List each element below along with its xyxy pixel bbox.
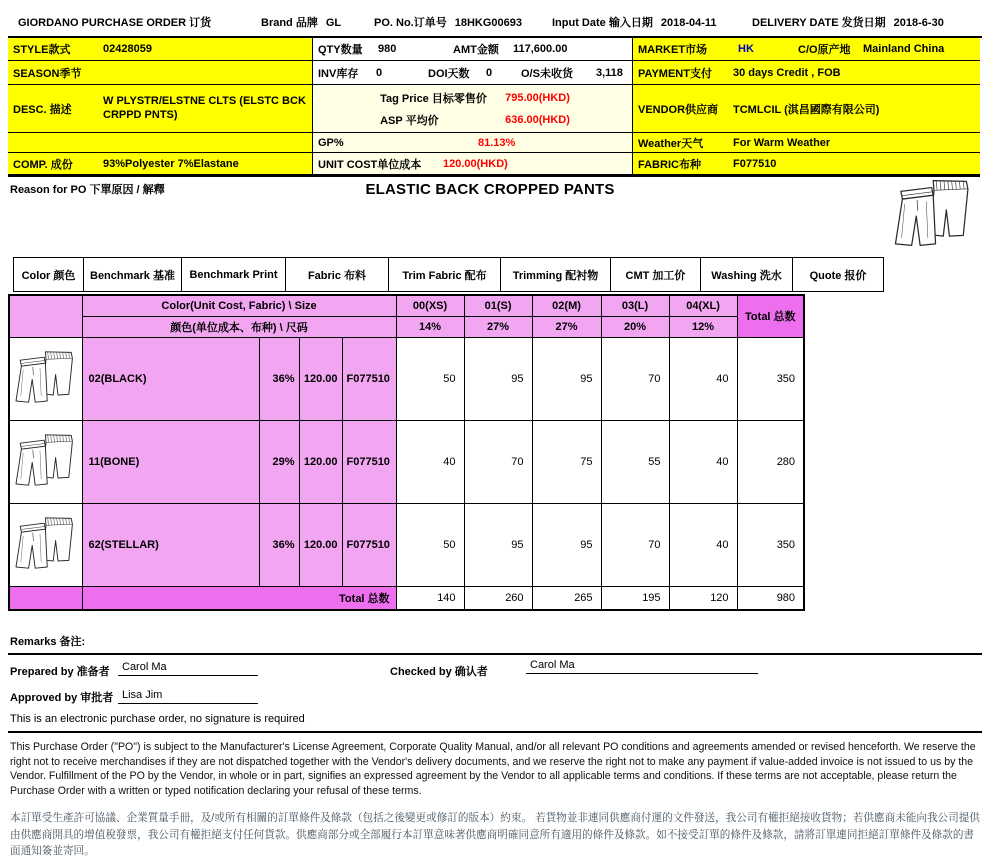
qty-xl: 40 — [669, 420, 737, 503]
product-title: ELASTIC BACK CROPPED PANTS — [365, 181, 615, 198]
payment-cell — [633, 61, 980, 85]
input-date-label: Input Date 输入日期 — [552, 17, 653, 29]
inv-value: 0 — [376, 66, 383, 79]
prepared-by-label: Prepared by 准备者 — [10, 666, 110, 678]
asp-label: ASP 平均价 — [380, 114, 439, 127]
tagprice-asp-cell — [313, 85, 633, 133]
outstanding-value: 3,118 — [596, 66, 623, 79]
ratio-s: 27% — [464, 316, 532, 337]
brand-value: GL — [325, 17, 342, 29]
style-cell — [8, 38, 313, 61]
season-cell — [8, 61, 313, 85]
row-total: 350 — [737, 337, 804, 420]
benchmark-header-table — [13, 257, 884, 292]
terms-chinese: 本訂單受生產許可協議、企業質量手冊，及/或所有相關的訂單條件及條款（包括之後變更或修訂的版本）約束。 若貨物並非連同供應商付運的文件發送，我公司有權拒絕接收貨物；若供應商未能向我公司提供由供應商開具的增值稅發票，我公司有權拒絕支付任何貨款。供應商部分或全部履行本訂單意味著供應商明確同意所有適用的條件及條款。如不接受訂單的條件及條款，請將訂單連同拒絕訂單條件及條款的書面通知簽並寄回。 — [10, 812, 980, 858]
po-number-field — [374, 14, 552, 30]
pants-thumbnail — [9, 420, 82, 503]
brand-label: Brand 品牌 — [261, 17, 318, 29]
unit-cost-value: 120.00(HKD) — [443, 157, 508, 170]
qty-xs: 50 — [396, 337, 464, 420]
po-number-value: 18HKG00693 — [454, 17, 523, 29]
bench-col-quote: Quote 报价 — [793, 258, 884, 292]
qty-l: 70 — [601, 503, 669, 586]
bench-col-washing: Washing 洗水 — [701, 258, 793, 292]
vendor-cell — [633, 85, 980, 133]
doi-label: DOI天数 — [428, 67, 470, 80]
ratio-xs: 14% — [396, 316, 464, 337]
payment-label: PAYMENT支付 — [638, 67, 712, 80]
amt-value: 117,600.00 — [513, 43, 568, 55]
color-ratio: 36% — [259, 337, 299, 420]
composition-label: COMP. 成份 — [13, 158, 73, 171]
qty-xl: 40 — [669, 503, 737, 586]
pants-sketch-icon — [13, 505, 79, 581]
tag-price-label: Tag Price 目标零售价 — [380, 92, 487, 105]
color-ratio: 36% — [259, 503, 299, 586]
qty-xl: 40 — [669, 337, 737, 420]
color-unit-cost: 120.00 — [299, 420, 342, 503]
composition-cell — [8, 153, 313, 175]
total-xl: 120 — [669, 586, 737, 610]
checked-by-value: Carol Ma — [526, 659, 758, 674]
fabric-cell — [633, 153, 980, 175]
qty-l: 70 — [601, 337, 669, 420]
description-label: DESC. 描述 — [13, 103, 72, 116]
size-table-corner-empty — [9, 295, 82, 337]
qty-s: 95 — [464, 337, 532, 420]
color-name: 11(BONE) — [82, 420, 259, 503]
inventory-cell — [313, 61, 633, 85]
color-name: 62(STELLAR) — [82, 503, 259, 586]
qty-amt-cell — [313, 38, 633, 61]
color-row-bone — [9, 420, 804, 503]
color-name: 02(BLACK) — [82, 337, 259, 420]
row-total: 350 — [737, 503, 804, 586]
color-unit-cost: 120.00 — [299, 503, 342, 586]
market-label: MARKET市场 — [638, 44, 708, 56]
tag-price-value: 795.00(HKD) — [505, 91, 570, 104]
ratio-xl: 12% — [669, 316, 737, 337]
color-row-stellar — [9, 503, 804, 586]
weather-value: For Warm Weather — [733, 136, 831, 149]
total-xs: 140 — [396, 586, 464, 610]
checked-by-label: Checked by 确认者 — [390, 666, 488, 678]
qty-l: 55 — [601, 420, 669, 503]
delivery-date-value: 2018-6-30 — [893, 17, 944, 29]
doi-value: 0 — [486, 66, 493, 79]
electronic-po-note: This is an electronic purchase order, no signature is required — [10, 713, 305, 725]
color-unit-cost: 120.00 — [299, 337, 342, 420]
qty-s: 95 — [464, 503, 532, 586]
color-ratio: 29% — [259, 420, 299, 503]
approved-row — [8, 687, 982, 711]
color-row-black — [9, 337, 804, 420]
size-header-s: 01(S) — [464, 295, 532, 316]
fabric-label: FABRIC布种 — [638, 158, 701, 171]
brand-field — [261, 14, 374, 30]
qty-value: 980 — [378, 43, 397, 55]
size-table-corner-zh: 颜色(单位成本、布种) \ 尺码 — [82, 316, 396, 337]
unit-cost-cell — [313, 153, 633, 175]
pants-sketch-icon — [13, 339, 79, 415]
market-cell — [633, 38, 980, 61]
unit-cost-label: UNIT COST单位成本 — [318, 158, 422, 171]
asp-value: 636.00(HKD) — [505, 113, 570, 126]
divider — [8, 653, 982, 655]
prepared-by-value: Carol Ma — [118, 661, 258, 676]
po-title: GIORDANO PURCHASE ORDER 订货 — [18, 17, 212, 29]
amt-label: AMT金额 — [453, 44, 499, 56]
delivery-date-field — [752, 14, 944, 30]
totals-label: Total 总数 — [82, 586, 396, 610]
size-header-xs: 00(XS) — [396, 295, 464, 316]
outstanding-label: O/S未收货 — [521, 67, 573, 80]
size-header-xl: 04(XL) — [669, 295, 737, 316]
reason-for-po-label: Reason for PO 下單原因 / 解釋 — [10, 184, 165, 196]
composition-value: 93%Polyester 7%Elastane — [103, 157, 239, 170]
gp-label: GP% — [318, 136, 344, 149]
row-total: 280 — [737, 420, 804, 503]
ratio-l: 20% — [601, 316, 669, 337]
input-date-field — [552, 14, 752, 30]
size-table-corner-en: Color(Unit Cost, Fabric) \ Size — [82, 295, 396, 316]
color-fabric: F077510 — [342, 420, 396, 503]
qty-label: QTY数量 — [318, 44, 363, 56]
style-value: 02428059 — [103, 43, 152, 55]
size-quantity-table — [8, 294, 805, 611]
po-number-label: PO. No.订单号 — [374, 17, 447, 29]
total-header: Total 总数 — [737, 295, 804, 337]
bench-col-trim: Trim Fabric 配布 — [389, 258, 501, 292]
delivery-date-label: DELIVERY DATE 发货日期 — [752, 17, 886, 29]
style-label: STYLE款式 — [13, 44, 71, 56]
ratio-m: 27% — [532, 316, 601, 337]
weather-cell — [633, 133, 980, 153]
approved-by-label: Approved by 审批者 — [10, 692, 114, 704]
qty-s: 70 — [464, 420, 532, 503]
remarks-title: Remarks 备注: — [10, 636, 86, 648]
pants-thumbnail — [9, 503, 82, 586]
input-date-value: 2018-04-11 — [660, 17, 717, 29]
fabric-value: F077510 — [733, 157, 777, 170]
qty-m: 75 — [532, 420, 601, 503]
gp-value: 81.13% — [478, 136, 516, 149]
pants-thumbnail — [9, 337, 82, 420]
description-cell — [8, 85, 313, 133]
vendor-label: VENDOR供应商 — [638, 103, 719, 116]
qty-xs: 40 — [396, 420, 464, 503]
terms-english: This Purchase Order ("PO") is subject to the Manufacturer's License Agreement, Corporate Quality Manual, and/or all relevant PO conditions and agreements amended or revised henceforth. We reserve the right not to receive merchandises if they are not dispatched together with the Vendor's delivery documents, and we reserve the right not to make any payment if value-added invoice is not issued to us by the Vendor. Fulfillment of the PO by the Vendor, in whole or in part, signifies an expressed agreement by the Vendor to all applicable terms and conditions. If these terms are not acceptable, please return the Purchase Order with a written or typed notification declaring your refusal of these terms. — [10, 741, 976, 797]
document-header — [8, 0, 982, 38]
total-s: 260 — [464, 586, 532, 610]
spec-grid — [8, 38, 980, 177]
prepared-checked-row — [8, 659, 982, 683]
pants-sketch-icon — [13, 422, 79, 498]
inv-label: INV库存 — [318, 67, 359, 80]
bench-col-print: Benchmark Print — [182, 258, 286, 292]
bench-col-fabric: Fabric 布料 — [286, 258, 389, 292]
qty-m: 95 — [532, 337, 601, 420]
grand-total: 980 — [737, 586, 804, 610]
vendor-value: TCMLCIL (淇昌國際有限公司) — [733, 103, 880, 116]
season-label: SEASON季节 — [13, 67, 82, 80]
reason-row — [10, 181, 982, 207]
bench-col-color: Color 颜色 — [14, 258, 84, 292]
color-fabric: F077510 — [342, 503, 396, 586]
market-value: HK — [738, 43, 754, 55]
divider — [8, 731, 982, 733]
bench-col-trimming: Trimming 配衬物 — [501, 258, 611, 292]
total-l: 195 — [601, 586, 669, 610]
approved-by-value: Lisa Jim — [118, 689, 258, 704]
gp-cell — [313, 133, 633, 153]
country-origin-label: C/O原产地 — [798, 44, 851, 56]
totals-row-corner — [9, 586, 82, 610]
qty-m: 95 — [532, 503, 601, 586]
pants-sketch-icon — [882, 176, 986, 250]
qty-xs: 50 — [396, 503, 464, 586]
size-header-l: 03(L) — [601, 295, 669, 316]
color-fabric: F077510 — [342, 337, 396, 420]
payment-value: 30 days Credit , FOB — [733, 66, 841, 79]
totals-row — [9, 586, 804, 610]
bench-col-benchmark: Benchmark 基准 — [84, 258, 182, 292]
weather-label: Weather天气 — [638, 137, 704, 150]
description-value: W PLYSTR/ELSTNE CLTS (ELSTC BCK CRPPD PNTS) — [103, 94, 306, 121]
country-origin-value: Mainland China — [863, 43, 945, 55]
size-header-m: 02(M) — [532, 295, 601, 316]
total-m: 265 — [532, 586, 601, 610]
remarks-section — [8, 633, 982, 862]
empty-yellow-cell — [8, 133, 313, 153]
bench-col-cmt: CMT 加工价 — [611, 258, 701, 292]
